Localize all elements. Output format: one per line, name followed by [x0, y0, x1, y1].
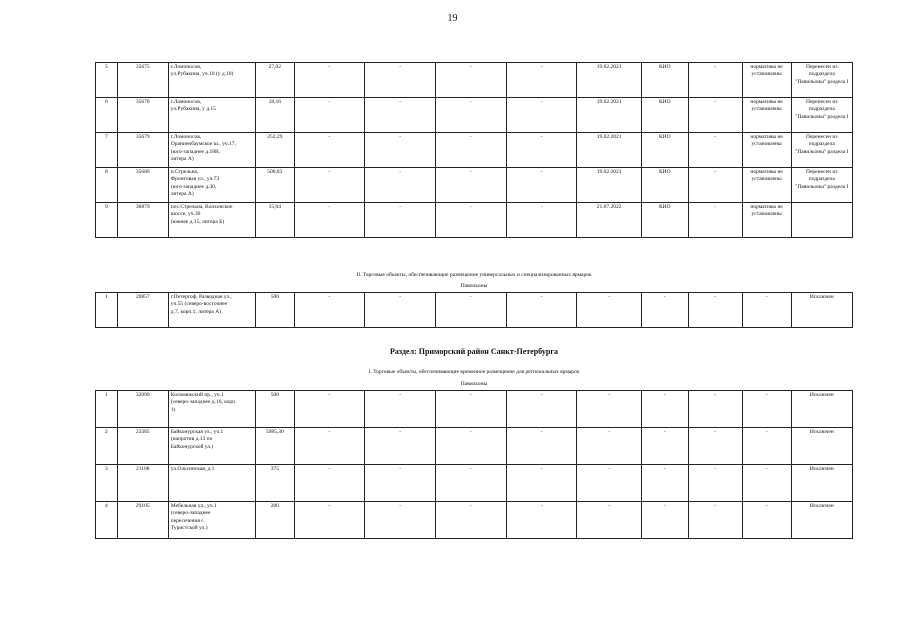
cell-type: КИО — [641, 133, 688, 168]
cell-c4: - — [506, 168, 577, 203]
cell-c3: - — [435, 133, 506, 168]
cell-c2: - — [365, 465, 436, 502]
cell-type: - — [641, 465, 688, 502]
cell-code: 23385 — [117, 428, 168, 465]
cell-date: - — [577, 293, 641, 328]
cell-c3: - — [435, 203, 506, 238]
cell-c6: нормативы не установлены — [742, 63, 791, 98]
cell-c5: - — [688, 428, 742, 465]
cell-area: 18,16 — [256, 98, 294, 133]
cell-c5: - — [688, 391, 742, 428]
cell-date: 19.02.2021 — [577, 168, 641, 203]
cell-date: 19.02.2021 — [577, 98, 641, 133]
cell-date: - — [577, 465, 641, 502]
cell-c6: - — [742, 465, 791, 502]
table-section-2 — [95, 292, 853, 328]
cell-c3: - — [435, 63, 506, 98]
cell-address: ул.Ольгинская, д.1 — [168, 465, 255, 502]
cell-c5: - — [688, 502, 742, 539]
cell-c4: - — [506, 63, 577, 98]
cell-code: 20857 — [117, 293, 168, 328]
cell-c6: нормативы не установлены — [742, 98, 791, 133]
cell-c2: - — [365, 203, 436, 238]
cell-code: 36879 — [117, 203, 168, 238]
cell-note: Исключен — [791, 465, 852, 502]
cell-n: 5 — [96, 63, 118, 98]
cell-c5: - — [688, 63, 742, 98]
cell-date: - — [577, 428, 641, 465]
cell-date: - — [577, 502, 641, 539]
section-caption-fairs: II. Торговые объекты, обеспечивающие размещение универсальных и специализированных ярмарок — [356, 272, 592, 278]
cell-note — [791, 203, 852, 238]
cell-n: 1 — [96, 293, 118, 328]
table-section-3 — [95, 390, 853, 539]
cell-code: 35679 — [117, 133, 168, 168]
cell-type: - — [641, 293, 688, 328]
cell-c2: - — [365, 133, 436, 168]
cell-c3: - — [435, 502, 506, 539]
cell-note: Перенесен из подраздела "Павильоны" раздела I — [791, 133, 852, 168]
cell-area: 15,04 — [256, 203, 294, 238]
table-row — [96, 502, 853, 539]
cell-c3: - — [435, 428, 506, 465]
cell-c3: - — [435, 465, 506, 502]
cell-code: 32090 — [117, 391, 168, 428]
cell-c1: - — [294, 168, 365, 203]
cell-note: Перенесен из подраздела "Павильоны" раздела I — [791, 98, 852, 133]
cell-c3: - — [435, 168, 506, 203]
table-row — [96, 168, 853, 203]
cell-code: 35680 — [117, 168, 168, 203]
table-row — [96, 98, 853, 133]
cell-type: КИО — [641, 63, 688, 98]
cell-c5: - — [688, 293, 742, 328]
cell-c6: нормативы не установлены — [742, 133, 791, 168]
cell-area: 252,29 — [256, 133, 294, 168]
cell-area: 5985,30 — [256, 428, 294, 465]
cell-c6: - — [742, 293, 791, 328]
cell-c2: - — [365, 98, 436, 133]
table-row — [96, 391, 853, 428]
cell-note: Исключен — [791, 428, 852, 465]
cell-c2: - — [365, 168, 436, 203]
section-caption-pavilions-2: Павильоны — [460, 381, 488, 387]
cell-note: Перенесен из подраздела "Павильоны" раздела I — [791, 168, 852, 203]
cell-n: 3 — [96, 465, 118, 502]
cell-n: 7 — [96, 133, 118, 168]
cell-c5: - — [688, 203, 742, 238]
cell-c3: - — [435, 391, 506, 428]
cell-code: 21108 — [117, 465, 168, 502]
cell-c3: - — [435, 98, 506, 133]
cell-n: 9 — [96, 203, 118, 238]
cell-c1: - — [294, 428, 365, 465]
cell-c4: - — [506, 203, 577, 238]
cell-area: 27,02 — [256, 63, 294, 98]
cell-c1: - — [294, 63, 365, 98]
cell-date: 21.07.2022 — [577, 203, 641, 238]
cell-note: Исключен — [791, 502, 852, 539]
cell-address: г.Ломоносов, Ораниенбаумское ш., уч.17, (юго-западнее д.18В, литера А) — [168, 133, 255, 168]
cell-address: г.Петергоф, Разводная ул., уч.55 (северо-восточнее д.7, корп.1, литера А) — [168, 293, 255, 328]
cell-c2: - — [365, 391, 436, 428]
cell-c4: - — [506, 428, 577, 465]
cell-date: 19.02.2021 — [577, 63, 641, 98]
cell-area: 375 — [256, 465, 294, 502]
cell-c2: - — [365, 428, 436, 465]
section-caption-pavilions: Павильоны — [460, 283, 488, 289]
cell-c2: - — [365, 293, 436, 328]
cell-n: 4 — [96, 502, 118, 539]
cell-c6: нормативы не установлены — [742, 203, 791, 238]
cell-type: КИО — [641, 168, 688, 203]
cell-c1: - — [294, 98, 365, 133]
cell-type: КИО — [641, 203, 688, 238]
table-row — [96, 133, 853, 168]
cell-address: г.Ломоносов, ул.Рубакина, уч.10 (у д.10) — [168, 63, 255, 98]
cell-date: 19.02.2021 — [577, 133, 641, 168]
cell-c4: - — [506, 98, 577, 133]
cell-area: 500 — [256, 391, 294, 428]
cell-c1: - — [294, 502, 365, 539]
cell-n: 1 — [96, 391, 118, 428]
cell-c1: - — [294, 391, 365, 428]
cell-c4: - — [506, 133, 577, 168]
cell-address: Мебельная ул., уч.1 (северо-западнее пересечения с Туристской ул.) — [168, 502, 255, 539]
cell-note: Исключен — [791, 293, 852, 328]
cell-code: 29105 — [117, 502, 168, 539]
cell-c5: - — [688, 98, 742, 133]
table-row — [96, 465, 853, 502]
district-section-title: Раздел: Приморский район Санкт-Петербурга — [390, 347, 558, 356]
cell-area: 500,83 — [256, 168, 294, 203]
table-section-1 — [95, 62, 853, 238]
table-row — [96, 203, 853, 238]
cell-code: 35678 — [117, 98, 168, 133]
cell-type: - — [641, 502, 688, 539]
cell-c1: - — [294, 133, 365, 168]
cell-address: Коломяжский пр., уч.1 (северо-западнее д.16, корп. 1) — [168, 391, 255, 428]
cell-c4: - — [506, 391, 577, 428]
cell-c2: - — [365, 63, 436, 98]
table-row — [96, 428, 853, 465]
cell-c2: - — [365, 502, 436, 539]
cell-c5: - — [688, 168, 742, 203]
cell-c4: - — [506, 293, 577, 328]
cell-area: 500 — [256, 293, 294, 328]
cell-c6: нормативы не установлены — [742, 168, 791, 203]
cell-c6: - — [742, 502, 791, 539]
cell-type: - — [641, 428, 688, 465]
section-caption-regional: I. Торговые объекты, обеспечивающие временное размещение для региональных ярмарок — [368, 369, 580, 375]
cell-area: 200 — [256, 502, 294, 539]
cell-code: 35675 — [117, 63, 168, 98]
cell-c6: - — [742, 428, 791, 465]
cell-address: пос.Стрельна, Волхонское шоссе, уч.36 (южнее д.15, литера Б) — [168, 203, 255, 238]
table-row — [96, 293, 853, 328]
cell-c6: - — [742, 391, 791, 428]
cell-c1: - — [294, 203, 365, 238]
cell-c3: - — [435, 293, 506, 328]
cell-c4: - — [506, 465, 577, 502]
cell-note: Исключен — [791, 391, 852, 428]
cell-c5: - — [688, 133, 742, 168]
cell-n: 2 — [96, 428, 118, 465]
cell-c1: - — [294, 465, 365, 502]
cell-type: - — [641, 391, 688, 428]
cell-n: 6 — [96, 98, 118, 133]
cell-type: КИО — [641, 98, 688, 133]
cell-address: г.Ломоносов, ул.Рубакина, у д.15 — [168, 98, 255, 133]
cell-n: 8 — [96, 168, 118, 203]
cell-note: Перенесен из подраздела "Павильоны" раздела I — [791, 63, 852, 98]
table-row — [96, 63, 853, 98]
cell-address: п.Стрельна, Фронтовая ул., уч.73 (юго-западнее д.30, литера А) — [168, 168, 255, 203]
cell-c4: - — [506, 502, 577, 539]
cell-c1: - — [294, 293, 365, 328]
cell-date: - — [577, 391, 641, 428]
cell-address: Байконурская ул., уч.1 (напротив д.13 по Байконурской ул.) — [168, 428, 255, 465]
page-number: 19 — [447, 13, 458, 24]
cell-c5: - — [688, 465, 742, 502]
